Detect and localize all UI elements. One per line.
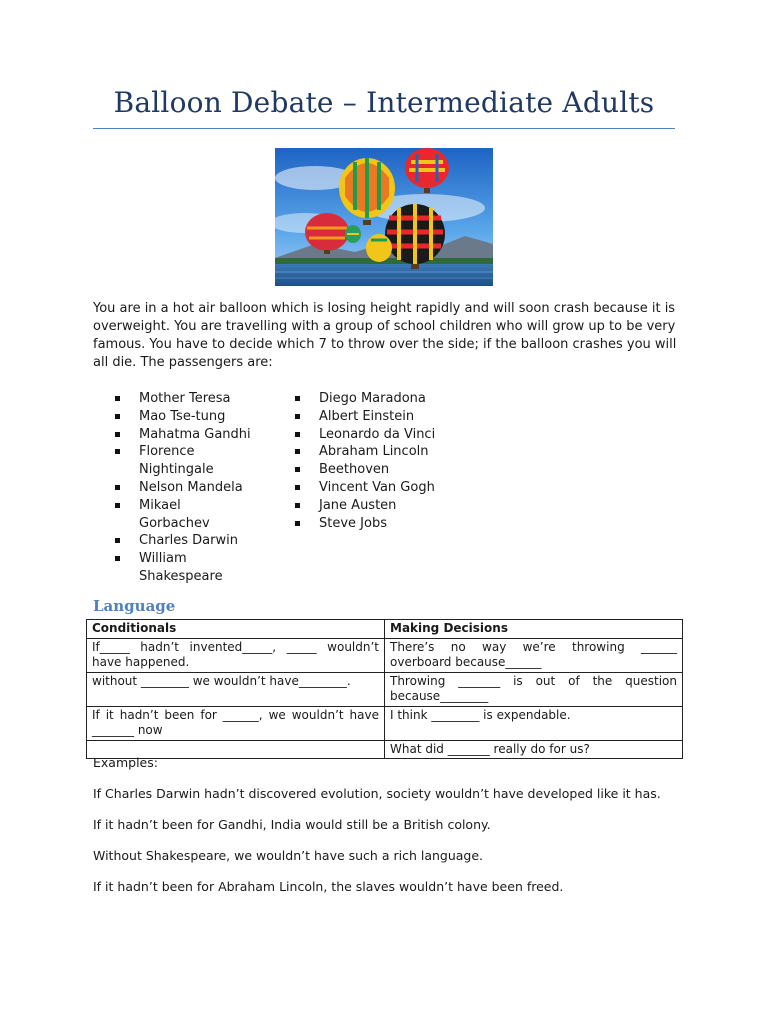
table-cell: What did _______ really do for us? <box>385 740 683 759</box>
list-item: Beethoven <box>295 461 495 479</box>
list-item: Charles Darwin <box>115 532 255 550</box>
table-row <box>87 706 683 740</box>
language-table <box>86 619 683 759</box>
table-cell: There’s no way we’re throwing ______ overboard because______ <box>385 638 683 672</box>
list-item: Mao Tse-tung <box>115 408 255 426</box>
list-item: Albert Einstein <box>295 408 495 426</box>
column-header-conditionals: Conditionals <box>87 620 385 639</box>
table-cell: I think ________ is expendable. <box>385 706 683 740</box>
column-header-making-decisions: Making Decisions <box>385 620 683 639</box>
hot-air-balloons-photo <box>275 148 493 286</box>
language-heading: Language <box>93 597 176 615</box>
list-item: Steve Jobs <box>295 515 495 533</box>
list-item: Diego Maradona <box>295 390 495 408</box>
example-sentence: If it hadn’t been for Abraham Lincoln, the slaves wouldn’t have been freed. <box>93 879 564 894</box>
examples-label: Examples: <box>93 755 158 770</box>
list-item: Florence Nightingale <box>115 443 255 479</box>
table-cell: If it hadn’t been for ______, we wouldn’t have _______ now <box>87 706 385 740</box>
intro-paragraph: You are in a hot air balloon which is losing height rapidly and will soon crash because it is overweight. You are travelling with a group of school children who will grow up to be very famous. You have to decide which 7 to throw over the side; if the balloon crashes you will all die. The passengers are: <box>93 301 677 370</box>
table-row <box>87 638 683 672</box>
list-item: Mahatma Gandhi <box>115 426 255 444</box>
list-item: Jane Austen <box>295 497 495 515</box>
title-underline <box>93 128 675 129</box>
list-item: Abraham Lincoln <box>295 443 495 461</box>
list-item: Mikael Gorbachev <box>115 497 255 533</box>
list-item: Leonardo da Vinci <box>295 426 495 444</box>
balloon-small-far <box>345 225 361 243</box>
example-sentence: Without Shakespeare, we wouldn’t have such a rich language. <box>93 848 484 863</box>
list-item: Nelson Mandela <box>115 479 255 497</box>
table-header-row <box>87 620 683 639</box>
table-row <box>87 672 683 706</box>
passenger-list-right <box>295 390 495 532</box>
table-cell: Throwing _______ is out of the question because________ <box>385 672 683 706</box>
example-sentence: If Charles Darwin hadn’t discovered evolution, society wouldn’t have developed like it has. <box>93 786 661 801</box>
examples-section <box>93 755 683 910</box>
page-title: Balloon Debate – Intermediate Adults <box>113 86 655 119</box>
example-sentence: If it hadn’t been for Gandhi, India would still be a British colony. <box>93 817 491 832</box>
balloons-illustration <box>275 148 493 286</box>
list-item: Mother Teresa <box>115 390 255 408</box>
passenger-list-left <box>115 390 255 586</box>
list-item: Vincent Van Gogh <box>295 479 495 497</box>
table-cell: If_____ hadn’t invented_____, _____ wouldn’t have happened. <box>87 638 385 672</box>
table-cell: without ________ we wouldn’t have________. <box>87 672 385 706</box>
list-item: William Shakespeare <box>115 550 255 586</box>
balloon-small-yellow <box>366 234 392 262</box>
